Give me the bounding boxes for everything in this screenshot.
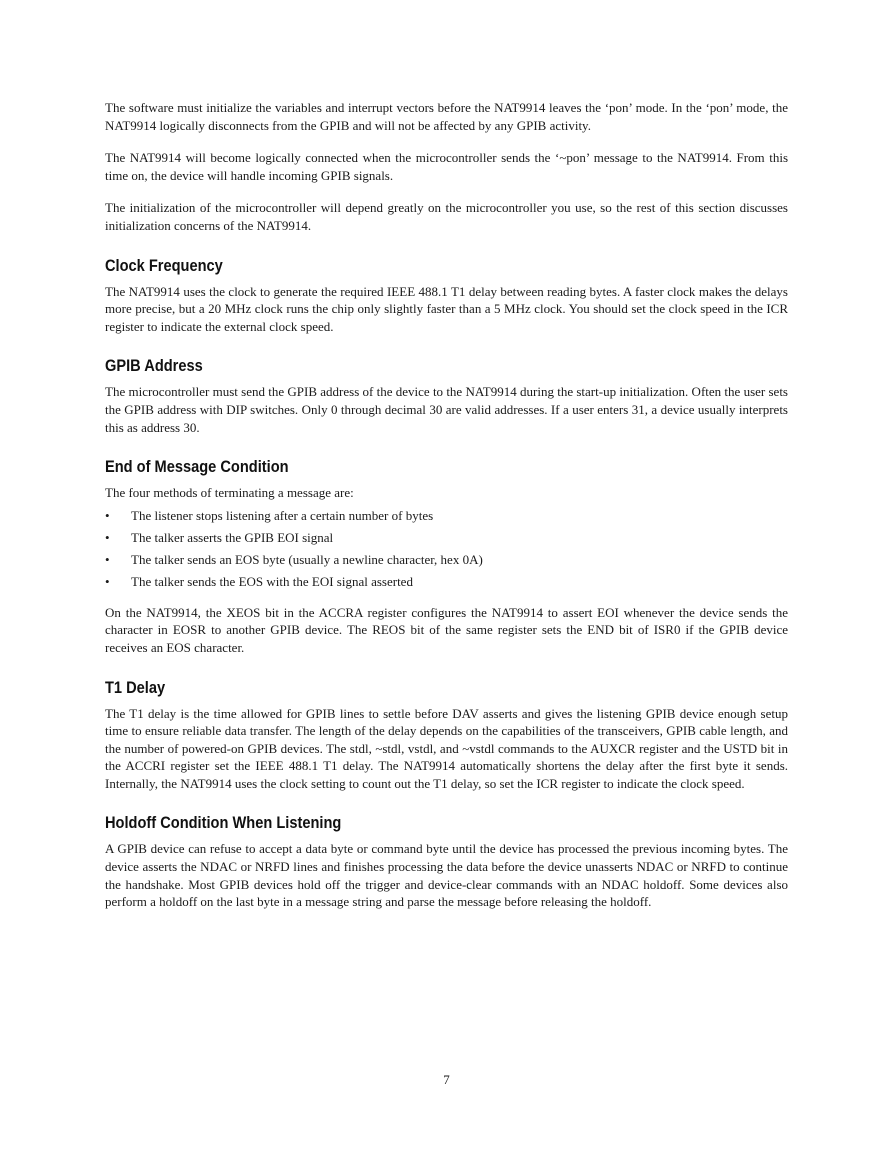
list-item xyxy=(105,549,788,571)
section-heading-clock-frequency: Clock Frequency xyxy=(105,255,223,275)
section-heading-end-of-message: End of Message Condition xyxy=(105,457,289,477)
intro-paragraph-2: The NAT9914 will become logically connected when the microcontroller sends the ‘~pon’ message to the NAT9914. From this time on, the device will handle incoming GPIB signals. xyxy=(105,150,788,183)
list-item-text: The talker asserts the GPIB EOI signal xyxy=(131,529,334,545)
section-t1-delay xyxy=(105,677,788,793)
list-item xyxy=(105,571,788,593)
section-holdoff xyxy=(105,812,788,910)
list-item-text: The talker sends an EOS byte (usually a newline character, hex 0A) xyxy=(131,551,483,567)
intro-paragraph-3: The initialization of the microcontroller will depend greatly on the microcontroller you use, so the rest of this section discusses initialization concerns of the NAT9914. xyxy=(105,200,788,233)
termination-methods-list xyxy=(105,505,788,593)
section-heading-holdoff: Holdoff Condition When Listening xyxy=(105,813,342,833)
intro-paragraph-1: The software must initialize the variables and interrupt vectors before the NAT9914 leaves the ‘pon’ mode. In the ‘pon’ mode, the NAT9914 logically disconnects from the GPIB and will not be affected by any GPIB activity. xyxy=(105,100,788,133)
clock-frequency-paragraph: The NAT9914 uses the clock to generate the required IEEE 488.1 T1 delay between reading bytes. A faster clock makes the delays more precise, but a 20 MHz clock runs the chip only slightly faster than a 5 MHz clock. You should set the clock speed in the ICR register to indicate the external clock speed. xyxy=(105,283,788,334)
list-item xyxy=(105,527,788,549)
section-clock-frequency xyxy=(105,255,788,336)
document-page xyxy=(105,99,788,911)
t1-delay-paragraph: The T1 delay is the time allowed for GPIB lines to settle before DAV asserts and gives the listening GPIB device enough setup time to ensure reliable data transfer. The length of the delay depends on the capabilities of the transceivers, GPIB cable length, and the number of powered-on GPIB devices. The stdl, ~stdl, vstdl, and ~vstdl commands to the AUXCR register and the USTD bit in the ACCRI register set the IEEE 488.1 T1 delay. The NAT9914 automatically shortens the delay after the first byte it sends. Internally, the NAT9914 uses the clock setting to count out the T1 delay, so set the ICR register to indicate the clock speed. xyxy=(105,705,788,791)
end-of-message-paragraph: On the NAT9914, the XEOS bit in the ACCRA register configures the NAT9914 to assert EOI whenever the device sends the character in EOSR to another GPIB device. The REOS bit of the same register sets the END bit of ISR0 if the GPIB device receives an EOS character. xyxy=(105,604,788,655)
list-item xyxy=(105,505,788,527)
section-end-of-message xyxy=(105,456,788,656)
bullet-icon: • xyxy=(105,573,110,589)
bullet-icon: • xyxy=(105,551,110,567)
page-number: 7 xyxy=(443,1072,450,1087)
list-item-text: The listener stops listening after a certain number of bytes xyxy=(131,507,434,523)
section-heading-gpib-address: GPIB Address xyxy=(105,356,203,376)
end-of-message-lead: The four methods of terminating a message are: xyxy=(105,485,354,501)
gpib-address-paragraph: The microcontroller must send the GPIB address of the device to the NAT9914 during the start-up initialization. Often the user sets the GPIB address with DIP switches. Only 0 through decimal 30 are valid addresses. If a user enters 31, a device usually interprets this as address 30. xyxy=(105,384,788,435)
section-heading-t1-delay: T1 Delay xyxy=(105,677,166,697)
list-item-text: The talker sends the EOS with the EOI signal asserted xyxy=(131,573,413,589)
holdoff-paragraph: A GPIB device can refuse to accept a data byte or command byte until the device has processed the previous incoming bytes. The device asserts the NDAC or NRFD lines and finishes processing the data before the device unasserts NDAC or NRFD to continue the handshake. Most GPIB devices hold off the trigger and device-clear commands with an NDAC holdoff. Some devices also perform a holdoff on the last byte in a message string and parse the message before releasing the holdoff. xyxy=(105,841,788,910)
section-gpib-address xyxy=(105,355,788,436)
bullet-icon: • xyxy=(105,529,110,545)
bullet-icon: • xyxy=(105,507,110,523)
